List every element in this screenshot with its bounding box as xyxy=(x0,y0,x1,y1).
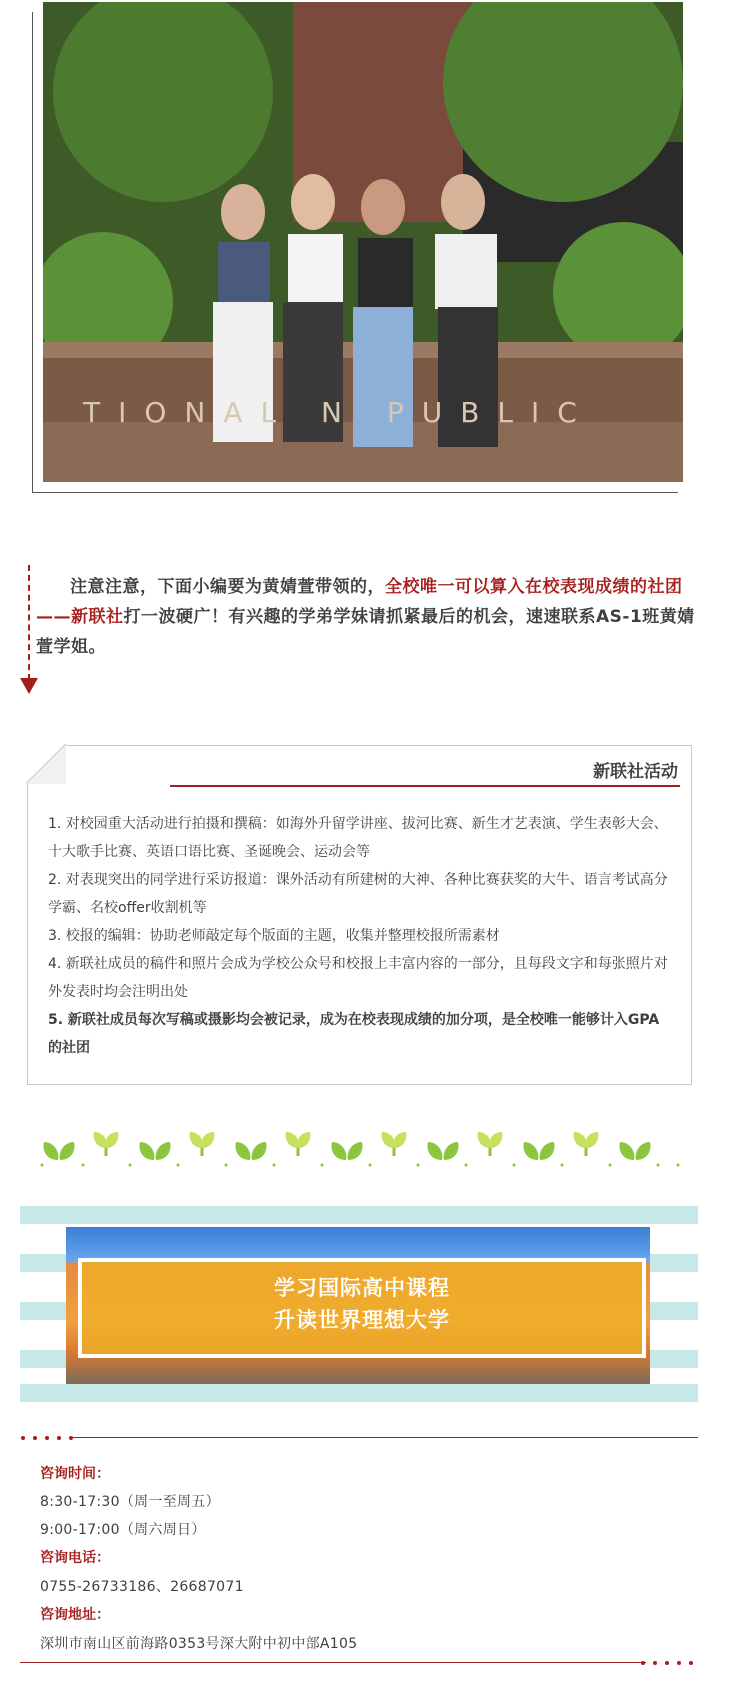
intro-text-part2: 打一波硬广！有兴趣的学弟学妹请抓紧最后的机会，速速联系AS-1班黄婧萱学姐。 xyxy=(36,607,695,657)
banner-subheadline: 升读世界理想大学 xyxy=(274,1308,450,1332)
banner-stripe xyxy=(20,1384,698,1402)
card-title-underline xyxy=(170,785,680,787)
phone-label: 咨询电话： xyxy=(40,1550,110,1566)
card-title: 新联社活动 xyxy=(593,762,678,782)
address-label: 咨询地址： xyxy=(40,1607,110,1623)
photo-illustration xyxy=(43,2,683,482)
dot-icon xyxy=(20,1434,80,1442)
list-item-highlight: 5. 新联社成员每次写稿或摄影均会被记录，成为在校表现成绩的加分项，是全校唯一能够计入GPA的社团 xyxy=(48,1012,660,1056)
contact-top-rule xyxy=(72,1437,698,1438)
address-text: 深圳市南山区前海路0353号深大附中初中部A105 xyxy=(40,1636,358,1652)
arrow-down-icon xyxy=(20,678,38,694)
dot-icon xyxy=(640,1659,700,1667)
intro-text-part1: 注意注意，下面小编要为黄婧萱带领的， xyxy=(70,577,385,597)
contact-bottom-rule xyxy=(20,1662,646,1663)
phone-number[interactable]: 0755-26733186、26687071 xyxy=(40,1579,244,1595)
banner-stripe xyxy=(20,1206,698,1224)
folded-corner-icon xyxy=(26,744,66,784)
list-item: 2. 对表现突出的同学进行采访报道：课外活动有所建树的大神、各种比赛获奖的大牛、语言考试高分学霸、名校offer收割机等 xyxy=(48,872,668,916)
list-item: 4. 新联社成员的稿件和照片会成为学校公众号和校报上丰富内容的一部分，且每段文字和每张照片对外发表时均会注明出处 xyxy=(48,956,668,1000)
sprout-icon xyxy=(38,1130,684,1170)
svg-text:TIONAL N PUBLIC: TIONAL N PUBLIC xyxy=(83,396,595,429)
sprout-divider xyxy=(38,1130,684,1170)
intro-highlight: 全校唯一可以算入在校表现成绩的社团——新联社 xyxy=(36,577,683,627)
intro-dashed-line xyxy=(28,565,30,680)
list-item: 1. 对校园重大活动进行拍摄和撰稿：如海外升留学讲座、拔河比赛、新生才艺表演、学生表彰大会、十大歌手比赛、英语口语比赛、圣诞晚会、运动会等 xyxy=(48,816,668,860)
time-weekday: 8:30-17:30（周一至周五） xyxy=(40,1494,220,1510)
intro-paragraph xyxy=(36,572,696,662)
banner-headline: 学习国际高中课程 xyxy=(274,1276,450,1300)
time-weekend: 9:00-17:00（周六周日） xyxy=(40,1522,206,1538)
group-photo xyxy=(43,2,683,482)
activity-list xyxy=(48,810,673,1062)
time-label: 咨询时间： xyxy=(40,1466,110,1482)
list-item: 3. 校报的编辑：协助老师敲定每个版面的主题，收集并整理校报所需素材 xyxy=(48,928,500,944)
